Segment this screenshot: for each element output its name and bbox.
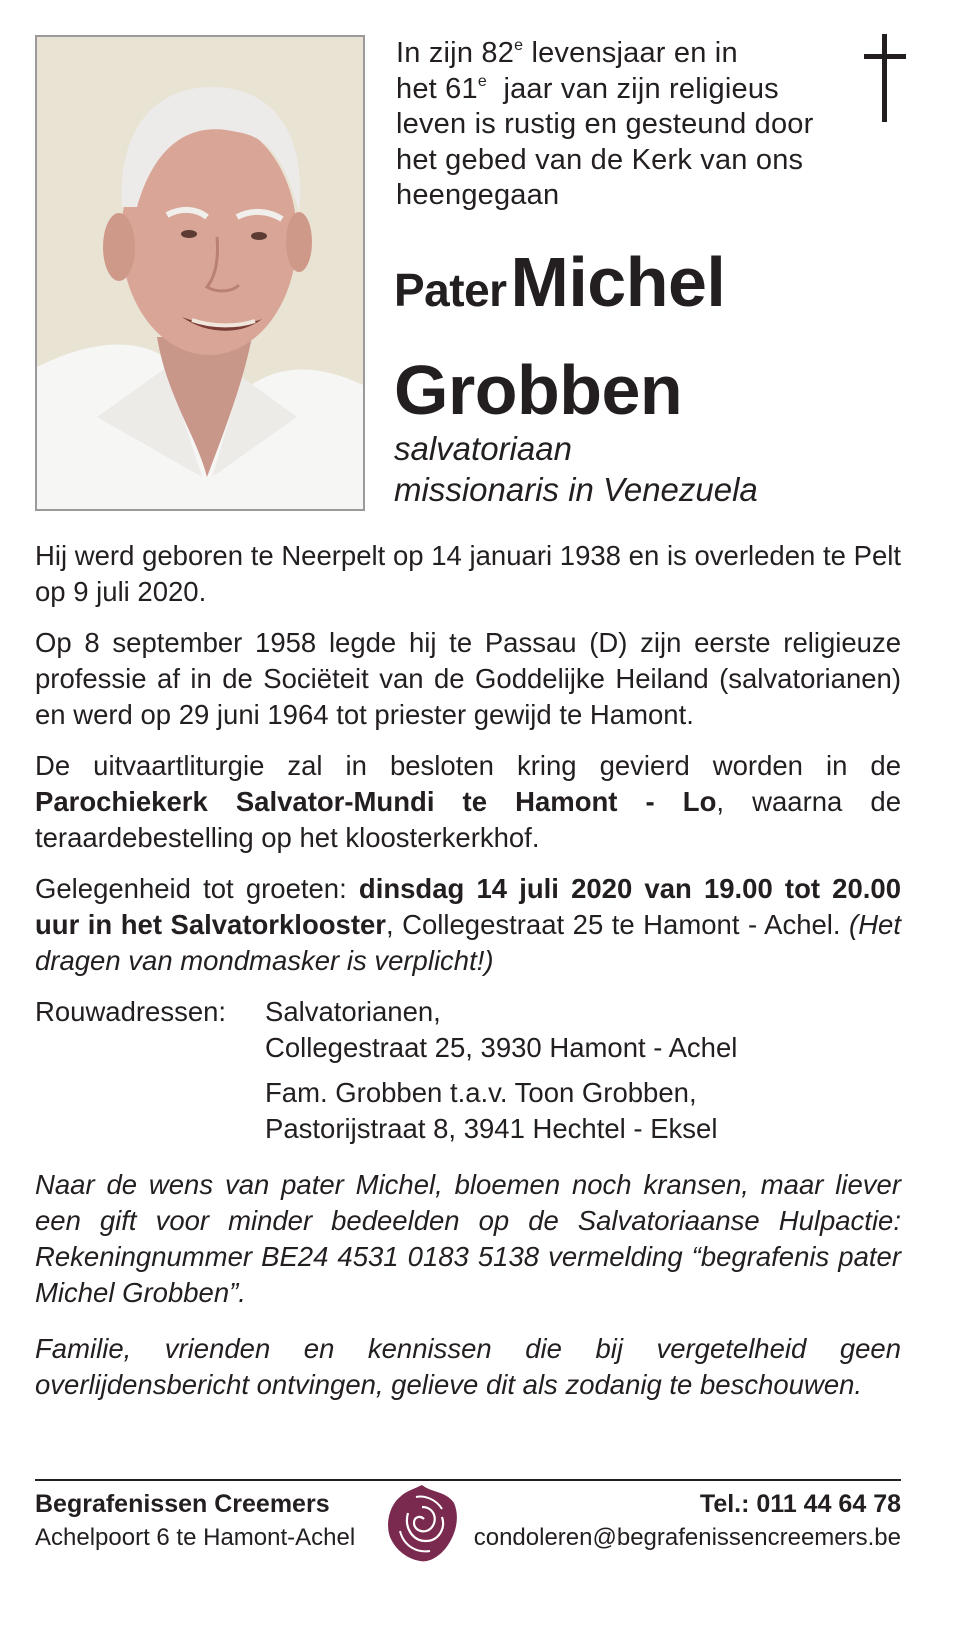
church-name: Parochiekerk Salvator-Mundi te Hamont - Lo (35, 786, 717, 817)
contact-info (474, 1488, 901, 1554)
address-1-line-2: Collegestraat 25, 3930 Hamont - Achel (265, 1032, 738, 1063)
subtitle (394, 428, 954, 510)
intro-line-1: In zijn 82e levensjaar en in (396, 37, 738, 69)
address-2-line-2: Pastorijstraat 8, 3941 Hechtel - Eksel (265, 1113, 718, 1144)
intro-line-4: het gebed van de Kerk van ons (396, 143, 804, 176)
phone-number[interactable]: Tel.: 011 44 64 78 (699, 1490, 901, 1518)
intro-line-5: heengegaan (396, 179, 560, 211)
address-2-line-1: Fam. Grobben t.a.v. Toon Grobben, (265, 1077, 697, 1108)
name-title: Pater (394, 264, 507, 316)
birth-paragraph: Hij werd geboren te Neerpelt op 14 januari 1938 en is overleden te Pelt op 9 juli 2020. (35, 540, 901, 607)
portrait-image (37, 37, 365, 511)
portrait-photo (35, 35, 365, 511)
name-last: Grobben (394, 351, 683, 429)
deceased-name (394, 238, 954, 434)
footer-divider (35, 1479, 901, 1481)
intro-line-2: het 61e jaar van zijn religieus (396, 72, 779, 105)
funeral-home-name: Begrafenissen Creemers (35, 1490, 330, 1518)
mourning-addresses (35, 994, 901, 1147)
subtitle-role: salvatoriaan (394, 430, 572, 467)
profession-paragraph: Op 8 september 1958 legde hij te Passau (D) zijn eerste religieuze professie af in de Sociëteit van de Goddelijke Heiland (salvatorianen) en werd op 29 juni 1964 tot priester gewijd te Hamont. (35, 627, 901, 730)
cross-icon (864, 34, 906, 122)
email-address[interactable]: condoleren@begrafenissencreemers.be (473, 1524, 901, 1551)
intro-text (396, 36, 866, 214)
mask-notice: (Het dragen van mondmasker is verplicht!) (35, 909, 901, 976)
flowers-paragraph: Naar de wens van pater Michel, bloemen noch kransen, maar liever een gift voor minder bedeelden op de Salvatoriaanse Hulpactie: Rekeningnummer BE24 4531 0183 5138 vermelding “begrafenis pater Michel Grobben”. (35, 1169, 901, 1308)
rose-icon (386, 1483, 458, 1563)
notice-paragraph: Familie, vrienden en kennissen die bij vergetelheid geen overlijdensbericht ontvingen, gelieve dit als zodanig te beschouwen. (35, 1333, 901, 1400)
address-1-line-1: Salvatorianen, (265, 996, 441, 1027)
name-line-1 (394, 238, 954, 346)
greeting-datetime: dinsdag 14 juli 2020 van 19.00 tot 20.00 uur in het Salvatorklooster (35, 873, 901, 940)
body-text (35, 538, 901, 1418)
funeral-paragraph: De uitvaartliturgie zal in besloten kring gevierd worden in de Parochiekerk Salvator-Mundi te Hamont - Lo, waarna de teraardebestelling op het kloosterkerkhof. (35, 750, 901, 853)
greeting-paragraph: Gelegenheid tot groeten: dinsdag 14 juli 2020 van 19.00 tot 20.00 uur in het Salvatorklooster, Collegestraat 25 te Hamont - Achel. (Het dragen van mondmasker is verplicht!) (35, 873, 901, 976)
name-first: Michel (510, 243, 726, 321)
subtitle-mission: missionaris in Venezuela (394, 471, 758, 508)
funeral-home-address: Achelpoort 6 te Hamont-Achel (35, 1524, 356, 1551)
addresses-list (265, 994, 737, 1147)
addresses-label: Rouwadressen: (35, 996, 227, 1027)
funeral-home-info (35, 1488, 355, 1554)
intro-line-3: leven is rustig en gesteund door (396, 108, 814, 140)
